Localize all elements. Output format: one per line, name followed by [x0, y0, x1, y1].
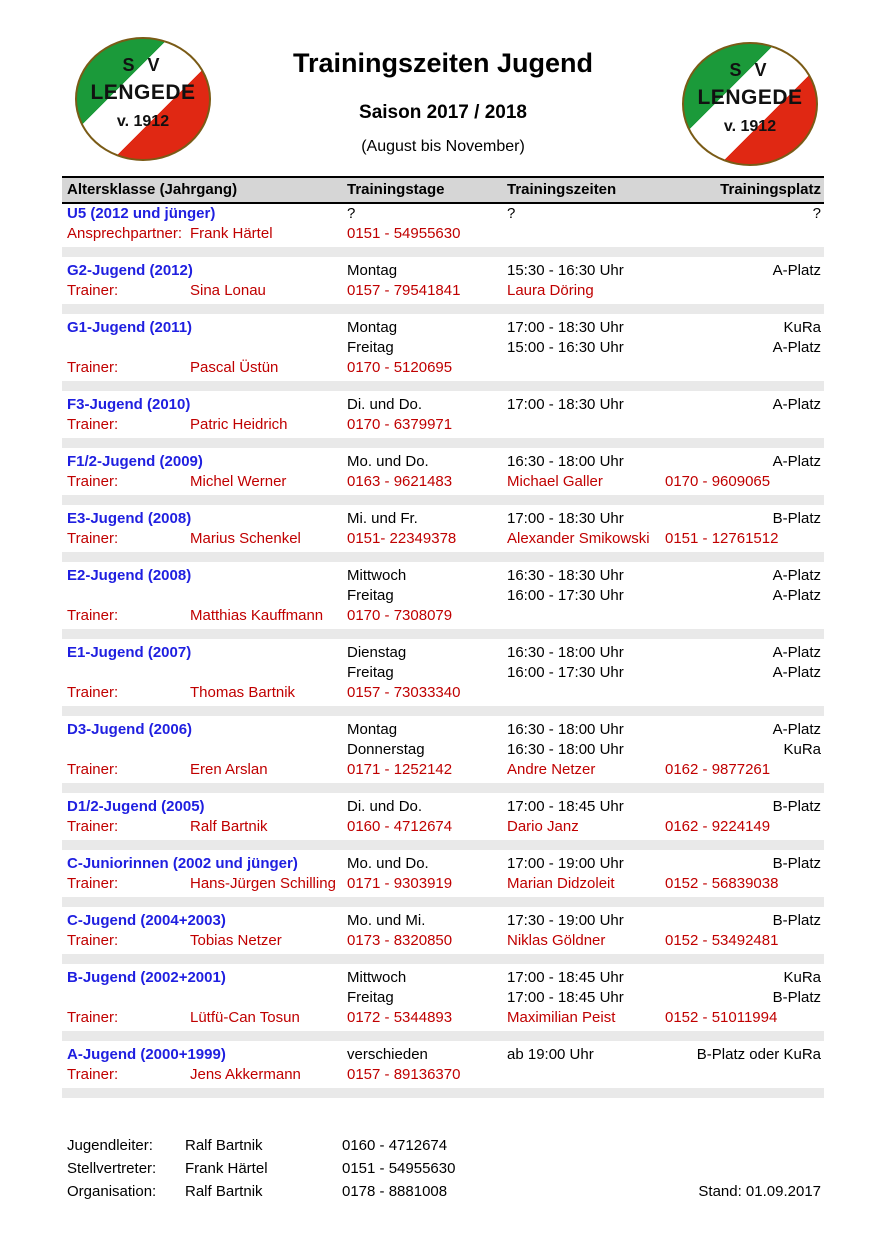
- co-trainer-phone: [665, 606, 824, 626]
- training-time-cell: 17:00 - 18:45 Uhr: [507, 989, 624, 1006]
- training-time-cell: ?: [507, 205, 516, 222]
- trainer-phone: 0160 - 4712674: [347, 818, 453, 835]
- age-group-title: C-Juniorinnen (2002 und jünger): [67, 855, 298, 872]
- training-day-cell: Di. und Do.: [347, 798, 423, 815]
- trainer-contact-row: [62, 931, 824, 951]
- co-trainer-phone: [665, 415, 824, 435]
- contact-role-label: Trainer:: [67, 416, 119, 433]
- age-group-block: [62, 318, 824, 391]
- co-trainer-phone: 0152 - 51011994: [665, 1009, 778, 1026]
- contact-cell: [62, 415, 347, 435]
- group-separator: [62, 381, 824, 391]
- age-group-title: [62, 988, 347, 1008]
- age-group-title: D3-Jugend (2006): [67, 721, 193, 738]
- training-day-cell: ?: [347, 205, 356, 222]
- trainer-phone: 0170 - 6379971: [347, 416, 453, 433]
- age-group-title: G2-Jugend (2012): [67, 262, 193, 279]
- footer-role-label: Organisation:: [67, 1183, 157, 1200]
- age-group-title: A-Jugend (2000+1999): [67, 1046, 226, 1063]
- logo-text-sv: S V: [729, 60, 771, 80]
- trainer-name: Ralf Bartnik: [190, 818, 268, 835]
- co-trainer-name: Marian Didzoleit: [507, 875, 615, 892]
- trainer-phone: 0171 - 1252142: [347, 761, 453, 778]
- training-day-cell: Mo. und Do.: [347, 855, 429, 872]
- trainer-phone: 0170 - 7308079: [347, 607, 453, 624]
- trainer-contact-row: [62, 529, 824, 549]
- age-group-title: [62, 663, 347, 683]
- contact-role-label: Trainer:: [67, 530, 119, 547]
- trainer-phone: 0171 - 9303919: [347, 875, 453, 892]
- contact-role-label: Trainer:: [67, 1066, 119, 1083]
- training-time-cell: 16:00 - 17:30 Uhr: [507, 587, 624, 604]
- co-trainer-name: Michael Galler: [507, 473, 603, 490]
- group-separator: [62, 706, 824, 716]
- trainer-name: Thomas Bartnik: [190, 684, 296, 701]
- column-header-trainingsplatz: Trainingsplatz: [720, 181, 821, 198]
- group-separator: [62, 247, 824, 257]
- trainer-contact-row: [62, 817, 824, 837]
- age-group-block: [62, 261, 824, 314]
- contact-cell: [62, 1008, 347, 1028]
- age-group-block: [62, 509, 824, 562]
- footer-role-label: Jugendleiter:: [67, 1137, 153, 1154]
- age-group-title: D1/2-Jugend (2005): [67, 798, 205, 815]
- co-trainer-name: [507, 683, 665, 703]
- training-place-cell: A-Platz: [772, 396, 821, 413]
- co-trainer-name: Andre Netzer: [507, 761, 596, 778]
- age-group-block: [62, 1045, 824, 1098]
- group-separator: [62, 438, 824, 448]
- training-place-cell: A-Platz: [772, 567, 821, 584]
- trainer-contact-row: [62, 760, 824, 780]
- age-group-block: [62, 395, 824, 448]
- training-day-cell: Freitag: [347, 989, 394, 1006]
- age-group-title: E1-Jugend (2007): [67, 644, 192, 661]
- contact-cell: [62, 760, 347, 780]
- co-trainer-name: [507, 1065, 665, 1085]
- schedule-row: [62, 509, 824, 529]
- age-group-title: C-Jugend (2004+2003): [67, 912, 226, 929]
- schedule-row: [62, 720, 824, 740]
- trainer-contact-row: [62, 874, 824, 894]
- co-trainer-name: [507, 606, 665, 626]
- logo-text-sv: S V: [122, 55, 164, 75]
- schedule-row: [62, 797, 824, 817]
- contact-role-label: Trainer:: [67, 359, 119, 376]
- training-place-cell: B-Platz: [772, 989, 821, 1006]
- training-day-cell: Mittwoch: [347, 567, 407, 584]
- contact-role-label: Trainer:: [67, 875, 119, 892]
- age-group-title: E3-Jugend (2008): [67, 510, 192, 527]
- contact-cell: [62, 1065, 347, 1085]
- schedule-row: [62, 586, 824, 606]
- training-time-cell: 15:00 - 16:30 Uhr: [507, 339, 624, 356]
- training-time-cell: 16:30 - 18:00 Uhr: [507, 453, 624, 470]
- training-place-cell: A-Platz: [772, 339, 821, 356]
- footer-name: Frank Härtel: [185, 1160, 268, 1177]
- training-place-cell: A-Platz: [772, 262, 821, 279]
- group-separator: [62, 304, 824, 314]
- footer-row: [62, 1134, 824, 1157]
- age-group-block: [62, 797, 824, 850]
- age-group-block: [62, 452, 824, 505]
- footer-phone: 0151 - 54955630: [342, 1160, 456, 1177]
- training-place-cell: KuRa: [783, 319, 821, 336]
- co-trainer-phone: [665, 358, 824, 378]
- training-time-cell: 17:00 - 18:30 Uhr: [507, 510, 624, 527]
- contact-role-label: Trainer:: [67, 761, 119, 778]
- co-trainer-phone: [665, 224, 824, 244]
- age-group-block: [62, 968, 824, 1041]
- contact-cell: [62, 931, 347, 951]
- training-place-cell: ?: [812, 205, 821, 222]
- training-day-cell: Dienstag: [347, 644, 407, 661]
- training-day-cell: Mo. und Mi.: [347, 912, 426, 929]
- footer-role-label: Stellvertreter:: [67, 1160, 157, 1177]
- contact-cell: [62, 606, 347, 626]
- training-day-cell: Freitag: [347, 587, 394, 604]
- schedule-row: [62, 261, 824, 281]
- contact-cell: [62, 683, 347, 703]
- training-time-cell: 16:30 - 18:00 Uhr: [507, 721, 624, 738]
- training-time-cell: 16:30 - 18:30 Uhr: [507, 567, 624, 584]
- trainer-contact-row: [62, 281, 824, 301]
- training-place-cell: A-Platz: [772, 664, 821, 681]
- column-header-trainingszeiten: Trainingszeiten: [507, 181, 617, 198]
- schedule-row: [62, 988, 824, 1008]
- co-trainer-phone: [665, 683, 824, 703]
- schedule-row: [62, 911, 824, 931]
- trainer-contact-row: [62, 224, 824, 244]
- group-separator: [62, 840, 824, 850]
- table-header-row: [62, 176, 824, 204]
- training-time-cell: ab 19:00 Uhr: [507, 1046, 594, 1063]
- training-time-cell: 17:00 - 19:00 Uhr: [507, 855, 624, 872]
- contact-cell: [62, 472, 347, 492]
- period-note: (August bis November): [361, 138, 525, 155]
- trainer-phone: 0157 - 79541841: [347, 282, 461, 299]
- footer-phone: 0178 - 8881008: [342, 1183, 448, 1200]
- trainer-contact-row: [62, 683, 824, 703]
- group-separator: [62, 629, 824, 639]
- training-day-cell: Mittwoch: [347, 969, 407, 986]
- co-trainer-name: Laura Döring: [507, 282, 594, 299]
- trainer-name: Tobias Netzer: [190, 932, 282, 949]
- training-place-cell: B-Platz: [772, 510, 821, 527]
- age-group-block: [62, 566, 824, 639]
- training-day-cell: Freitag: [347, 664, 394, 681]
- schedule-row: [62, 643, 824, 663]
- trainer-name: Frank Härtel: [190, 225, 273, 242]
- training-day-cell: Freitag: [347, 339, 394, 356]
- doc-title: Trainingszeiten Jugend: [292, 48, 594, 78]
- schedule-row: [62, 338, 824, 358]
- co-trainer-name: Dario Janz: [507, 818, 579, 835]
- training-day-cell: Montag: [347, 262, 398, 279]
- group-separator: [62, 1088, 824, 1098]
- co-trainer-name: Maximilian Peist: [507, 1009, 616, 1026]
- contact-role-label: Trainer:: [67, 282, 119, 299]
- co-trainer-name: Niklas Göldner: [507, 932, 606, 949]
- trainer-phone: 0151- 22349378: [347, 530, 457, 547]
- schedule-row: [62, 1045, 824, 1065]
- stand-date: Stand: 01.09.2017: [698, 1183, 821, 1200]
- trainer-name: Lütfü-Can Tosun: [190, 1009, 300, 1026]
- schedule-row: [62, 452, 824, 472]
- trainer-contact-row: [62, 358, 824, 378]
- training-time-cell: 15:30 - 16:30 Uhr: [507, 262, 624, 279]
- age-group-block: [62, 204, 824, 257]
- footer-phone: 0160 - 4712674: [342, 1137, 448, 1154]
- schedule-row: [62, 318, 824, 338]
- co-trainer-name: [507, 358, 665, 378]
- schedule-row: [62, 740, 824, 760]
- footer-name: Ralf Bartnik: [185, 1137, 263, 1154]
- training-time-cell: 17:00 - 18:45 Uhr: [507, 969, 624, 986]
- contact-role-label: Trainer:: [67, 684, 119, 701]
- training-time-cell: 16:00 - 17:30 Uhr: [507, 664, 624, 681]
- contact-role-label: Trainer:: [67, 607, 119, 624]
- training-time-cell: 16:30 - 18:00 Uhr: [507, 644, 624, 661]
- training-time-cell: 16:30 - 18:00 Uhr: [507, 741, 624, 758]
- age-group-title: [62, 586, 347, 606]
- trainer-name: Patric Heidrich: [190, 416, 288, 433]
- trainer-name: Hans-Jürgen Schilling: [190, 875, 336, 892]
- co-trainer-name: [507, 415, 665, 435]
- training-place-cell: A-Platz: [772, 587, 821, 604]
- footer: [62, 1134, 824, 1203]
- training-day-cell: Montag: [347, 721, 398, 738]
- trainer-contact-row: [62, 606, 824, 626]
- age-group-block: [62, 854, 824, 907]
- age-group-title: G1-Jugend (2011): [67, 319, 193, 336]
- trainer-name: Marius Schenkel: [190, 530, 301, 547]
- age-group-title: E2-Jugend (2008): [67, 567, 192, 584]
- training-place-cell: KuRa: [783, 741, 821, 758]
- age-group-title: F3-Jugend (2010): [67, 396, 191, 413]
- training-place-cell: B-Platz: [772, 798, 821, 815]
- training-table: [62, 176, 824, 1102]
- trainer-name: Michel Werner: [190, 473, 287, 490]
- training-day-cell: Di. und Do.: [347, 396, 423, 413]
- contact-cell: [62, 281, 347, 301]
- co-trainer-phone: 0151 - 12761512: [665, 530, 779, 547]
- age-group-block: [62, 911, 824, 964]
- training-day-cell: Montag: [347, 319, 398, 336]
- contact-cell: [62, 817, 347, 837]
- contact-role-label: Trainer:: [67, 473, 119, 490]
- schedule-row: [62, 395, 824, 415]
- training-time-cell: 17:00 - 18:45 Uhr: [507, 798, 624, 815]
- co-trainer-phone: 0152 - 56839038: [665, 875, 779, 892]
- column-header-altersklasse: Altersklasse (Jahrgang): [67, 181, 238, 198]
- age-group-title: [62, 338, 347, 358]
- contact-cell: [62, 529, 347, 549]
- trainer-name: Matthias Kauffmann: [190, 607, 324, 624]
- training-place-cell: B-Platz: [772, 855, 821, 872]
- co-trainer-phone: [665, 281, 824, 301]
- logo-text-name: LENGEDE: [90, 81, 196, 104]
- trainer-contact-row: [62, 415, 824, 435]
- contact-cell: [62, 358, 347, 378]
- footer-name: Ralf Bartnik: [185, 1183, 263, 1200]
- co-trainer-phone: [665, 1065, 824, 1085]
- trainer-phone: 0157 - 89136370: [347, 1066, 461, 1083]
- footer-row: [62, 1180, 824, 1203]
- age-group-title: U5 (2012 und jünger): [67, 205, 216, 222]
- trainer-name: Jens Akkermann: [190, 1066, 301, 1083]
- age-group-block: [62, 720, 824, 793]
- co-trainer-phone: 0152 - 53492481: [665, 932, 779, 949]
- contact-role-label: Trainer:: [67, 932, 119, 949]
- co-trainer-phone: 0170 - 9609065: [665, 473, 771, 490]
- age-group-title: [62, 740, 347, 760]
- trainer-phone: 0151 - 54955630: [347, 225, 461, 242]
- schedule-row: [62, 968, 824, 988]
- schedule-row: [62, 566, 824, 586]
- age-group-title: B-Jugend (2002+2001): [67, 969, 226, 986]
- training-place-cell: A-Platz: [772, 721, 821, 738]
- trainer-phone: 0170 - 5120695: [347, 359, 453, 376]
- contact-role-label: Ansprechpartner:: [67, 225, 183, 242]
- contact-cell: [62, 874, 347, 894]
- contact-cell: [62, 224, 347, 244]
- age-group-block: [62, 643, 824, 716]
- co-trainer-name: Alexander Smikowski: [507, 530, 650, 547]
- trainer-phone: 0163 - 9621483: [347, 473, 453, 490]
- training-day-cell: verschieden: [347, 1046, 428, 1063]
- contact-role-label: Trainer:: [67, 1009, 119, 1026]
- trainer-phone: 0173 - 8320850: [347, 932, 453, 949]
- schedule-row: [62, 204, 824, 224]
- schedule-row: [62, 663, 824, 683]
- trainer-contact-row: [62, 1008, 824, 1028]
- training-place-cell: B-Platz: [772, 912, 821, 929]
- group-separator: [62, 783, 824, 793]
- training-day-cell: Mi. und Fr.: [347, 510, 418, 527]
- trainer-contact-row: [62, 472, 824, 492]
- trainer-contact-row: [62, 1065, 824, 1085]
- logo-text-year: v. 1912: [116, 113, 170, 130]
- training-day-cell: Mo. und Do.: [347, 453, 429, 470]
- logo-text-name: LENGEDE: [697, 86, 803, 109]
- footer-row: [62, 1157, 824, 1180]
- co-trainer-name: [507, 224, 665, 244]
- trainer-name: Pascal Üstün: [190, 359, 279, 376]
- co-trainer-phone: 0162 - 9877261: [665, 761, 771, 778]
- trainer-phone: 0172 - 5344893: [347, 1009, 453, 1026]
- season-subtitle: Saison 2017 / 2018: [359, 102, 527, 123]
- training-time-cell: 17:30 - 19:00 Uhr: [507, 912, 624, 929]
- trainer-name: Eren Arslan: [190, 761, 268, 778]
- age-group-title: F1/2-Jugend (2009): [67, 453, 203, 470]
- logo-text-year: v. 1912: [723, 118, 777, 135]
- co-trainer-phone: 0162 - 9224149: [665, 818, 771, 835]
- column-header-trainingstage: Trainingstage: [347, 181, 445, 198]
- trainer-name: Sina Lonau: [190, 282, 266, 299]
- group-separator: [62, 495, 824, 505]
- training-place-cell: KuRa: [783, 969, 821, 986]
- table-body: [62, 204, 824, 1098]
- training-time-cell: 17:00 - 18:30 Uhr: [507, 319, 624, 336]
- training-place-cell: A-Platz: [772, 453, 821, 470]
- group-separator: [62, 552, 824, 562]
- group-separator: [62, 954, 824, 964]
- training-place-cell: B-Platz oder KuRa: [696, 1046, 821, 1063]
- training-day-cell: Donnerstag: [347, 741, 425, 758]
- training-time-cell: 17:00 - 18:30 Uhr: [507, 396, 624, 413]
- schedule-row: [62, 854, 824, 874]
- trainer-phone: 0157 - 73033340: [347, 684, 461, 701]
- contact-role-label: Trainer:: [67, 818, 119, 835]
- group-separator: [62, 1031, 824, 1041]
- group-separator: [62, 897, 824, 907]
- training-place-cell: A-Platz: [772, 644, 821, 661]
